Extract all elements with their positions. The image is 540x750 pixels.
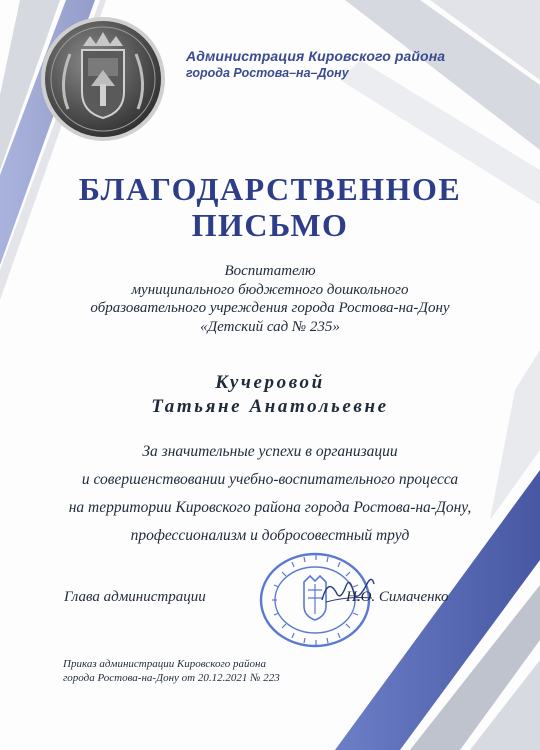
recipient-line: «Детский сад № 235» — [200, 318, 340, 335]
recipient-given-names: Татьяне Анатольевне — [151, 396, 389, 417]
organization-city: города Ростова–на–Дону — [186, 66, 349, 80]
recipient-line: муниципального бюджетного дошкольного — [131, 281, 409, 298]
reason-line: профессионализм и добросовестный труд — [130, 527, 410, 544]
signatory-role: Глава администрации — [64, 589, 206, 605]
recipient-line: Воспитателю — [224, 263, 316, 279]
reason-line: на территории Кировского района города Ростова-на-Дону, — [68, 499, 472, 516]
order-line: города Ростова-на-Дону от 20.12.2021 № 223 — [63, 672, 280, 684]
reason-line: За значительные успехи в организации — [142, 443, 398, 460]
reason-line: и совершенствовании учебно-воспитательного процесса — [81, 471, 459, 488]
order-reference — [63, 657, 280, 685]
order-line: Приказ администрации Кировского района — [63, 658, 267, 670]
organization-name: Администрация Кировского района — [186, 48, 446, 64]
coat-of-arms-emblem — [38, 14, 168, 144]
recipient-line: образовательного учреждения города Ростова-на-Дону — [90, 300, 450, 316]
document-title-line2: ПИСЬМО — [191, 207, 349, 243]
organization-header — [186, 48, 445, 80]
recipient-surname: Кучеровой — [215, 372, 325, 393]
recipient-position — [90, 262, 450, 336]
award-reason — [50, 438, 490, 550]
document-title-line1: БЛАГОДАРСТВЕННОЕ — [78, 171, 462, 207]
signatory-name: Н.О. Симаченко — [346, 589, 449, 605]
